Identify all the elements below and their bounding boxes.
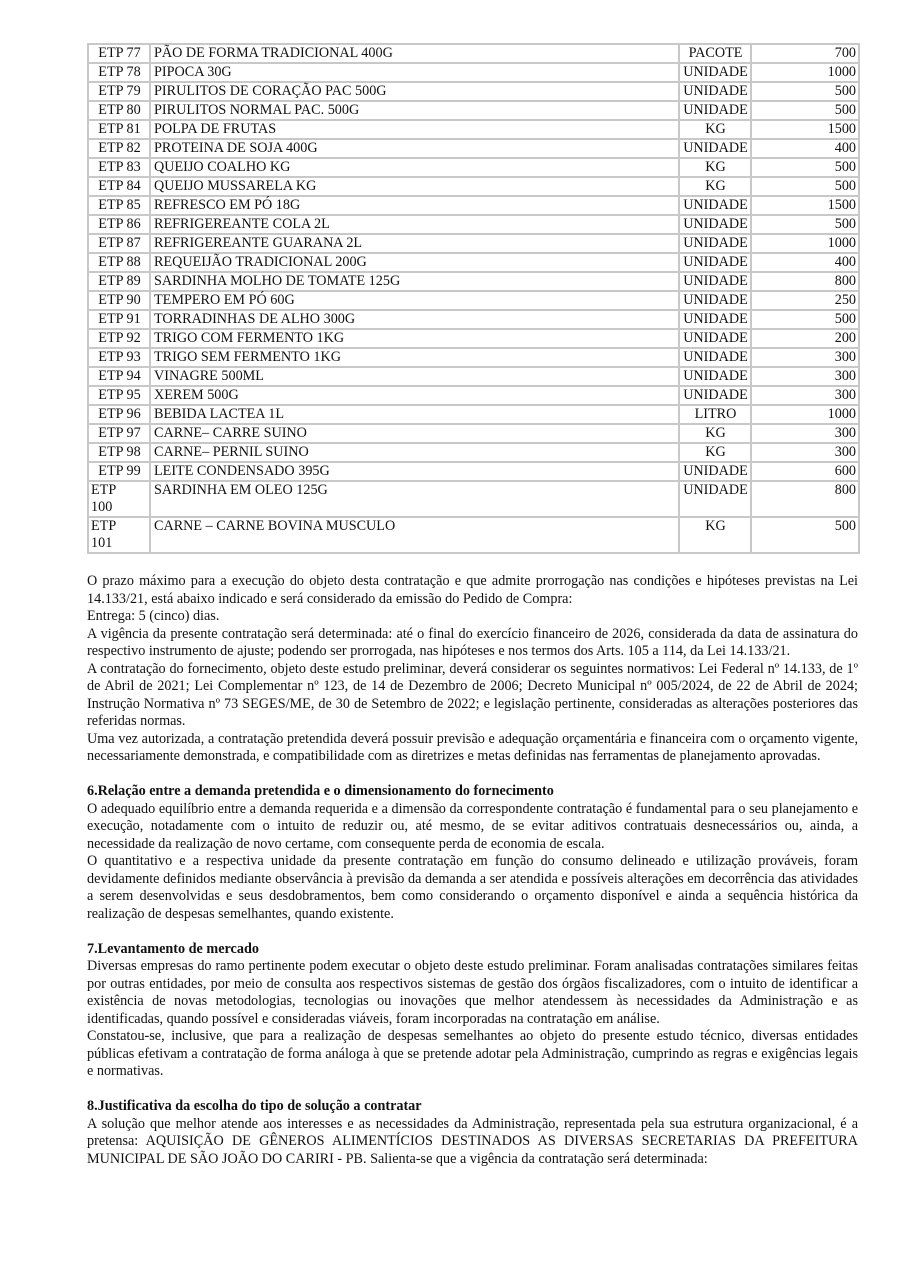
item-code-cell: ETP 87 <box>88 234 150 253</box>
item-unit-cell: UNIDADE <box>679 101 751 120</box>
item-code-cell: ETP 85 <box>88 196 150 215</box>
item-quantity-cell: 300 <box>751 386 859 405</box>
section-7-paragraph: Constatou-se, inclusive, que para a realização de despesas semelhantes ao objeto do presente estudo técnico, diversas entidades públicas efetivam a contratação de forma análoga à que se pretende adotar pela Administração, cumprindo as regras e exigências legais e normativas. <box>87 1028 858 1079</box>
table-row <box>88 310 859 329</box>
table-row <box>88 329 859 348</box>
item-description-cell: SARDINHA MOLHO DE TOMATE 125G <box>150 272 679 291</box>
item-quantity-cell: 500 <box>751 101 859 120</box>
section-7-heading: 7.Levantamento de mercado <box>87 940 259 957</box>
item-quantity-cell: 700 <box>751 44 859 63</box>
item-quantity-cell: 400 <box>751 139 859 158</box>
item-unit-cell: UNIDADE <box>679 139 751 158</box>
item-code-cell: ETP 84 <box>88 177 150 196</box>
item-description-cell: PIRULITOS DE CORAÇÃO PAC 500G <box>150 82 679 101</box>
item-code-cell: ETP 88 <box>88 253 150 272</box>
table-row <box>88 120 859 139</box>
section-6-heading: 6.Relação entre a demanda pretendida e o dimensionamento do fornecimento <box>87 783 554 799</box>
table-row <box>88 44 859 63</box>
section-7 <box>87 941 858 1081</box>
item-description-cell: BEBIDA LACTEA 1L <box>150 405 679 424</box>
item-quantity-cell: 300 <box>751 367 859 386</box>
item-unit-cell: UNIDADE <box>679 215 751 234</box>
item-quantity-cell: 500 <box>751 215 859 234</box>
item-unit-cell: UNIDADE <box>679 348 751 367</box>
section-6-paragraph: O quantitativo e a respectiva unidade da presente contratação em função do consumo delineado e utilização prováveis, foram devidamente definidos mediante observância à previsão da demanda a ser atendida e possíveis alterações em decorrência das atividades a serem desenvolvidas e seus desdobramentos, bem como considerando o orçamento disponível e ainda a sequência histórica da realização de despesas semelhantes, quando existente. <box>87 853 858 922</box>
item-description-cell: TRIGO SEM FERMENTO 1KG <box>150 348 679 367</box>
paragraph-execution-deadline: O prazo máximo para a execução do objeto desta contratação e que admite prorrogação nas condições e hipóteses previstas na Lei 14.133/21, está abaixo indicado e será considerado da emissão do Pedido de Compra: <box>87 573 858 607</box>
table-row <box>88 196 859 215</box>
item-description-cell: TRIGO COM FERMENTO 1KG <box>150 329 679 348</box>
item-quantity-cell: 800 <box>751 272 859 291</box>
section-6-paragraph: O adequado equilíbrio entre a demanda requerida e a dimensão da correspondente contratação é fundamental para o seu planejamento e execução, notadamente com o intuito de reduzir ou, até mesmo, de se evitar aditivos contratuais desnecessários ou, ainda, a necessidade da realização de novo certame, com consequente perda de economia de escala. <box>87 800 858 852</box>
item-description-cell: PÃO DE FORMA TRADICIONAL 400G <box>150 44 679 63</box>
item-quantity-cell: 250 <box>751 291 859 310</box>
item-code-cell: ETP 98 <box>88 443 150 462</box>
paragraph-budget: Uma vez autorizada, a contratação pretendida deverá possuir previsão e adequação orçamentária e financeira com o orçamento vigente, necessariamente demonstrada, e compatibilidade com as diretrizes e metas definidas nas ferramentas de planejamento aprovadas. <box>87 730 858 764</box>
table-row <box>88 234 859 253</box>
item-quantity-cell: 500 <box>751 517 859 553</box>
item-code-cell: ETP 90 <box>88 291 150 310</box>
item-description-cell: POLPA DE FRUTAS <box>150 120 679 139</box>
item-unit-cell: UNIDADE <box>679 82 751 101</box>
item-unit-cell: KG <box>679 158 751 177</box>
item-code-cell: ETP 91 <box>88 310 150 329</box>
item-quantity-cell: 500 <box>751 82 859 101</box>
table-row <box>88 82 859 101</box>
body-text <box>87 573 858 1168</box>
item-code-cell: ETP 97 <box>88 424 150 443</box>
item-unit-cell: KG <box>679 517 751 553</box>
item-code-cell: ETP 94 <box>88 367 150 386</box>
table-row <box>88 424 859 443</box>
section-8-heading: 8.Justificativa da escolha do tipo de solução a contratar <box>87 1098 422 1114</box>
item-unit-cell: UNIDADE <box>679 234 751 253</box>
item-quantity-cell: 800 <box>751 481 859 517</box>
item-unit-cell: UNIDADE <box>679 310 751 329</box>
item-code-cell: ETP 82 <box>88 139 150 158</box>
item-unit-cell: UNIDADE <box>679 367 751 386</box>
item-unit-cell: KG <box>679 443 751 462</box>
item-unit-cell: UNIDADE <box>679 291 751 310</box>
table-row <box>88 517 859 553</box>
table-row <box>88 367 859 386</box>
paragraph-delivery: Entrega: 5 (cinco) dias. <box>87 608 220 624</box>
item-unit-cell: UNIDADE <box>679 63 751 82</box>
table-row <box>88 462 859 481</box>
item-quantity-cell: 300 <box>751 424 859 443</box>
item-code-cell: ETP 89 <box>88 272 150 291</box>
item-code-cell: ETP 86 <box>88 215 150 234</box>
item-code-cell: ETP 100 <box>88 481 150 517</box>
item-quantity-cell: 1000 <box>751 63 859 82</box>
item-description-cell: QUEIJO COALHO KG <box>150 158 679 177</box>
item-unit-cell: UNIDADE <box>679 253 751 272</box>
item-quantity-cell: 1500 <box>751 196 859 215</box>
table-row <box>88 139 859 158</box>
item-code-cell: ETP 79 <box>88 82 150 101</box>
item-quantity-cell: 1000 <box>751 234 859 253</box>
item-quantity-cell: 500 <box>751 158 859 177</box>
item-code-cell: ETP 101 <box>88 517 150 553</box>
item-description-cell: REFRIGEREANTE GUARANA 2L <box>150 234 679 253</box>
item-description-cell: CARNE – CARNE BOVINA MUSCULO <box>150 517 679 553</box>
item-quantity-cell: 400 <box>751 253 859 272</box>
item-unit-cell: UNIDADE <box>679 462 751 481</box>
item-quantity-cell: 500 <box>751 177 859 196</box>
table-row <box>88 158 859 177</box>
item-quantity-cell: 300 <box>751 348 859 367</box>
table-row <box>88 405 859 424</box>
item-unit-cell: UNIDADE <box>679 196 751 215</box>
item-code-cell: ETP 95 <box>88 386 150 405</box>
item-unit-cell: UNIDADE <box>679 272 751 291</box>
item-description-cell: CARNE– PERNIL SUINO <box>150 443 679 462</box>
paragraph-regulations: A contratação do fornecimento, objeto deste estudo preliminar, deverá considerar os seguintes normativos: Lei Federal nº 14.133, de 1º de Abril de 2021; Lei Complementar nº 123, de 14 de Dezembro de 2006; Decreto Municipal nº 005/2024, de 22 de Abril de 2024; Instrução Normativa nº 73 SEGES/ME, de 30 de Setembro de 2022; e legislação pertinente, consideradas as alterações posteriores das referidas normas. <box>87 660 858 729</box>
section-6 <box>87 783 858 923</box>
item-description-cell: PIPOCA 30G <box>150 63 679 82</box>
item-description-cell: REFRESCO EM PÓ 18G <box>150 196 679 215</box>
item-code-cell: ETP 96 <box>88 405 150 424</box>
item-code-cell: ETP 92 <box>88 329 150 348</box>
item-description-cell: REQUEIJÃO TRADICIONAL 200G <box>150 253 679 272</box>
item-code-cell: ETP 77 <box>88 44 150 63</box>
item-description-cell: TORRADINHAS DE ALHO 300G <box>150 310 679 329</box>
item-description-cell: VINAGRE 500ML <box>150 367 679 386</box>
document-page <box>87 43 858 1168</box>
item-description-cell: PROTEINA DE SOJA 400G <box>150 139 679 158</box>
item-description-cell: REFRIGEREANTE COLA 2L <box>150 215 679 234</box>
table-row <box>88 481 859 517</box>
item-unit-cell: LITRO <box>679 405 751 424</box>
item-quantity-cell: 600 <box>751 462 859 481</box>
items-table <box>87 43 860 554</box>
item-unit-cell: KG <box>679 120 751 139</box>
item-quantity-cell: 1500 <box>751 120 859 139</box>
item-unit-cell: UNIDADE <box>679 386 751 405</box>
table-row <box>88 253 859 272</box>
item-code-cell: ETP 81 <box>88 120 150 139</box>
item-unit-cell: KG <box>679 177 751 196</box>
table-row <box>88 101 859 120</box>
item-code-cell: ETP 83 <box>88 158 150 177</box>
section-8-paragraph: A solução que melhor atende aos interesses e as necessidades da Administração, representada pela sua estrutura organizacional, é a pretensa: AQUISIÇÃO DE GÊNEROS ALIMENTÍCIOS DESTINADOS AS DIVERSAS SECRETARIAS DA PREFEITURA MUNICIPAL DE SÃO JOÃO DO CARIRI - PB. Salienta-se que a vigência da contratação será determinada: <box>87 1115 858 1167</box>
table-row <box>88 443 859 462</box>
item-description-cell: CARNE– CARRE SUINO <box>150 424 679 443</box>
paragraph-validity: A vigência da presente contratação será determinada: até o final do exercício financeiro de 2026, considerada da data de assinatura do respectivo instrumento de ajuste; podendo ser prorrogada, nas hipóteses e nos termos dos Arts. 105 a 114, da Lei 14.133/21. <box>87 625 858 659</box>
item-description-cell: XEREM 500G <box>150 386 679 405</box>
item-description-cell: QUEIJO MUSSARELA KG <box>150 177 679 196</box>
table-row <box>88 215 859 234</box>
item-quantity-cell: 1000 <box>751 405 859 424</box>
item-code-cell: ETP 99 <box>88 462 150 481</box>
item-description-cell: SARDINHA EM OLEO 125G <box>150 481 679 517</box>
item-unit-cell: UNIDADE <box>679 329 751 348</box>
item-description-cell: PIRULITOS NORMAL PAC. 500G <box>150 101 679 120</box>
item-code-cell: ETP 93 <box>88 348 150 367</box>
item-code-cell: ETP 80 <box>88 101 150 120</box>
item-unit-cell: PACOTE <box>679 44 751 63</box>
items-table-body <box>88 44 859 553</box>
item-quantity-cell: 200 <box>751 329 859 348</box>
table-row <box>88 63 859 82</box>
item-quantity-cell: 300 <box>751 443 859 462</box>
table-row <box>88 386 859 405</box>
item-code-cell: ETP 78 <box>88 63 150 82</box>
table-row <box>88 291 859 310</box>
table-row <box>88 272 859 291</box>
item-quantity-cell: 500 <box>751 310 859 329</box>
item-description-cell: LEITE CONDENSADO 395G <box>150 462 679 481</box>
item-unit-cell: KG <box>679 424 751 443</box>
item-description-cell: TEMPERO EM PÓ 60G <box>150 291 679 310</box>
item-unit-cell: UNIDADE <box>679 481 751 517</box>
table-row <box>88 348 859 367</box>
section-8 <box>87 1098 858 1168</box>
table-row <box>88 177 859 196</box>
section-7-paragraph: Diversas empresas do ramo pertinente podem executar o objeto deste estudo preliminar. Foram analisadas contratações similares feitas por outras entidades, por meio de consulta aos respectivos sistemas de gestão dos órgãos fiscalizadores, com o intuito de identificar a existência de novas metodologias, tecnologias ou inovações que melhor atendessem às necessidades da Administração e as identificadas, quando possível e consideradas viáveis, foram incorporadas na contratação em análise. <box>87 958 858 1027</box>
